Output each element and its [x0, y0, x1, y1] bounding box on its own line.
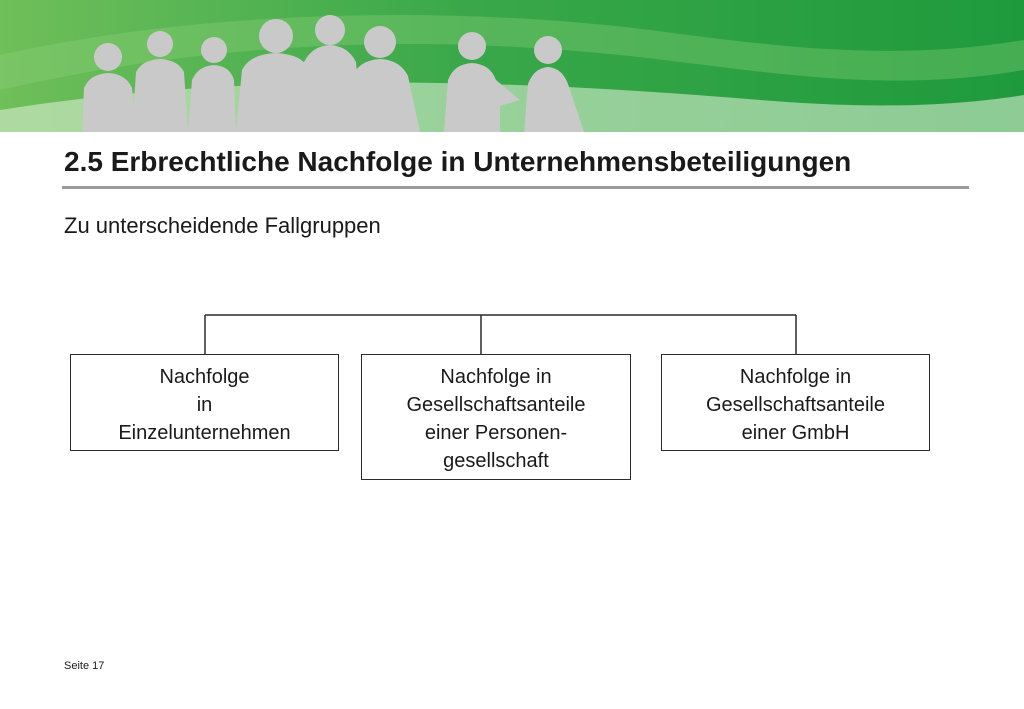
page-number: Seite 17	[64, 660, 105, 672]
slide-title: 2.5 Erbrechtliche Nachfolge in Unternehmensbeteiligungen	[64, 146, 852, 177]
fallgruppe-box-gmbh	[661, 354, 930, 451]
fallgruppe-label: Nachfolge in Gesellschaftsanteile einer Personen- gesellschaft	[406, 366, 586, 472]
fallgruppe-label: Nachfolge in Einzelunternehmen	[118, 366, 291, 444]
fallgruppe-label: Nachfolge in Gesellschaftsanteile einer GmbH	[706, 366, 885, 444]
slide-subtitle: Zu unterscheidende Fallgruppen	[64, 213, 381, 238]
fallgruppe-box-personengesellschaft	[361, 354, 631, 480]
fallgruppe-box-einzelunternehmen	[70, 354, 339, 451]
